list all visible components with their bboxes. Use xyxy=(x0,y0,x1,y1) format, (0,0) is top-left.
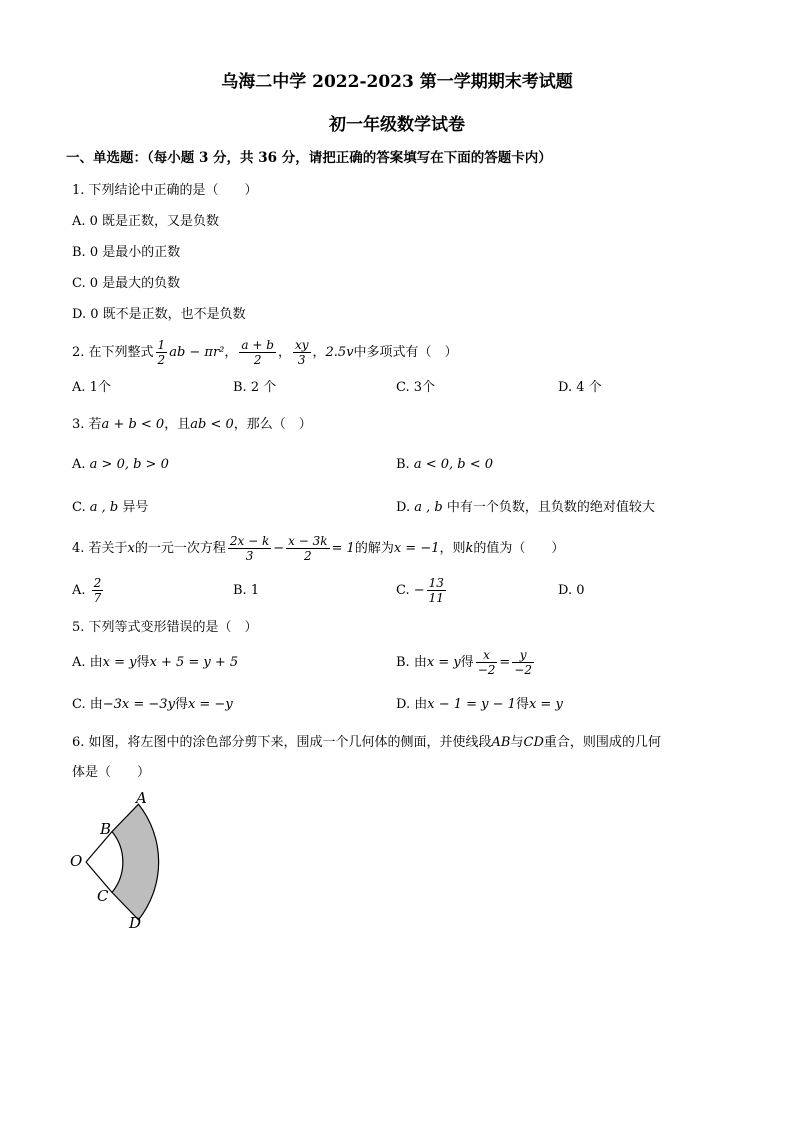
question-2-option-d: D. 4 个 xyxy=(558,380,602,395)
q4-text-4: ，则 xyxy=(439,541,466,556)
q4-f1-den: 3 xyxy=(245,549,254,563)
q4-f1-num: 2x − k xyxy=(229,534,270,548)
question-4-option-c xyxy=(396,572,448,610)
q4-var-x: x xyxy=(127,541,135,556)
question-1-option-d: D. 0 既不是正数，也不是负数 xyxy=(72,307,246,322)
q2-f2-num: a + b xyxy=(241,338,274,352)
question-6-stem-line-2: 体是（ ） xyxy=(72,765,151,780)
page-title: 乌海二中学 2022-2023 第一学期期末考试题 xyxy=(221,72,573,92)
label-c: C xyxy=(97,887,109,905)
question-1-option-a: A. 0 既是正数，又是负数 xyxy=(72,214,220,229)
q4-f2-num: x − 3k xyxy=(288,534,328,548)
question-2-stem xyxy=(72,334,458,372)
q2-f3-den: 3 xyxy=(297,353,306,367)
question-4-option-d: D. 0 xyxy=(558,583,585,598)
question-3-option-b xyxy=(396,457,493,473)
q3-d-math: a , b xyxy=(414,500,443,515)
question-5-option-b xyxy=(396,644,536,682)
q3-math-2: ab < 0 xyxy=(190,417,234,432)
q3-text-3: ，那么（ ） xyxy=(233,417,312,432)
q4-c-num: 13 xyxy=(428,576,444,590)
q2-sep-3: ， xyxy=(312,345,326,360)
question-5-option-a xyxy=(72,655,238,671)
q3-text-1: 3. 若 xyxy=(72,417,102,432)
q4-text-2: 的一元一次方程 xyxy=(134,541,226,556)
question-4-option-a xyxy=(72,572,105,610)
q6-math-ab: AB xyxy=(491,735,511,750)
q4-c-label: C. − xyxy=(396,583,425,598)
q6-text-1: 6. 如图，将左图中的涂色部分剪下来，围成一个几何体的侧面，并使线段 xyxy=(72,735,492,750)
q3-c-label: C. xyxy=(72,500,90,515)
question-5-stem: 5. 下列等式变形错误的是（ ） xyxy=(72,620,258,635)
q2-suffix: 中多项式有（ ） xyxy=(353,345,458,360)
shaded-annular-sector xyxy=(112,804,159,920)
question-3-option-d xyxy=(396,500,655,516)
q5-b-den-1: −2 xyxy=(477,663,496,677)
q3-c-text: 异号 xyxy=(118,500,149,515)
q4-solution: x = −1 xyxy=(393,541,440,556)
q2-term-1: ab − πr² xyxy=(169,345,225,360)
q5-a-text-1: A. 由 xyxy=(72,655,103,670)
q5-a-text-2: 得 xyxy=(136,655,150,670)
q4-a-label: A. xyxy=(72,583,90,598)
question-4-stem xyxy=(72,530,564,568)
q5-b-fraction-2 xyxy=(512,648,534,677)
q4-a-fraction xyxy=(92,576,104,605)
question-1-option-b: B. 0 是最小的正数 xyxy=(72,245,181,260)
q5-c-text-2: 得 xyxy=(174,697,188,712)
q3-d-label: D. xyxy=(396,500,415,515)
question-2-option-b: B. 2 个 xyxy=(233,380,277,395)
q4-c-den: 11 xyxy=(428,591,444,605)
page-subtitle: 初一年级数学试卷 xyxy=(329,115,465,135)
question-2-option-c: C. 3个 xyxy=(396,380,436,395)
q4-a-num: 2 xyxy=(93,576,102,590)
q2-f1-num: 1 xyxy=(157,338,166,352)
q4-equals: = 1 xyxy=(331,541,355,556)
question-1-stem: 1. 下列结论中正确的是（ ） xyxy=(72,183,258,198)
q4-var-k: k xyxy=(465,541,474,556)
label-b: B xyxy=(100,820,112,838)
question-1-option-c: C. 0 是最大的负数 xyxy=(72,276,181,291)
q4-f2-den: 2 xyxy=(304,549,312,563)
q3-d-text: 中有一个负数，且负数的绝对值较大 xyxy=(442,500,655,515)
label-d: D xyxy=(129,914,142,932)
label-a: A xyxy=(136,789,147,807)
q3-math-1: a + b < 0 xyxy=(101,417,165,432)
q2-term-4: 2.5v xyxy=(325,345,354,360)
label-o: O xyxy=(70,852,83,870)
q5-b-num-1: x xyxy=(476,648,498,663)
question-4-option-b: B. 1 xyxy=(233,583,260,598)
q2-f1-den: 2 xyxy=(157,353,166,367)
question-5-option-d xyxy=(396,697,563,713)
q6-text-2: 与 xyxy=(510,735,524,750)
q6-text-3: 重合，则围成的几何 xyxy=(543,735,661,750)
q4-text-3: 的解为 xyxy=(354,541,394,556)
q5-b-math-1: x = y xyxy=(426,655,461,670)
q5-a-math-2: x + 5 = y + 5 xyxy=(149,655,239,670)
q5-b-den-2: −2 xyxy=(514,663,532,677)
q4-fraction-1 xyxy=(228,534,271,563)
q5-b-text-1: B. 由 xyxy=(396,655,427,670)
question-3-option-a xyxy=(72,457,169,473)
q3-c-math: a , b xyxy=(89,500,119,515)
q5-d-text-2: 得 xyxy=(515,697,529,712)
question-3-option-c xyxy=(72,500,148,516)
q3-b-math: a < 0, b < 0 xyxy=(413,457,494,472)
q2-fraction-3 xyxy=(293,338,311,367)
q6-math-cd: CD xyxy=(523,735,544,750)
sector-figure xyxy=(66,788,176,933)
q4-c-fraction xyxy=(427,576,446,605)
q2-f2-den: 2 xyxy=(253,353,262,367)
section-heading: 一、单选题：（每小题 3 分，共 36 分，请把正确的答案填写在下面的答题卡内） xyxy=(66,150,552,166)
q3-text-2: ，且 xyxy=(164,417,191,432)
q2-prefix: 2. 在下列整式 xyxy=(72,345,154,360)
question-5-option-c xyxy=(72,697,233,713)
q2-sep-2: ， xyxy=(277,345,291,360)
q2-f3-num: xy xyxy=(294,338,309,352)
q4-text-5: 的值为（ ） xyxy=(473,541,565,556)
q5-c-text-1: C. 由 xyxy=(72,697,103,712)
q4-fraction-2 xyxy=(286,534,329,563)
q5-b-num-2: y xyxy=(512,648,534,663)
question-2-option-a: A. 1个 xyxy=(72,380,111,395)
q5-b-text-2: 得 xyxy=(460,655,474,670)
question-6-stem-line-1 xyxy=(72,735,661,751)
q3-b-label: B. xyxy=(396,457,414,472)
q5-b-fraction-1 xyxy=(476,648,498,677)
q5-b-equals: = xyxy=(499,655,511,670)
q5-d-text-1: D. 由 xyxy=(396,697,428,712)
q3-a-label: A. xyxy=(72,457,90,472)
q4-a-den: 7 xyxy=(93,591,102,605)
q2-sep-1: ， xyxy=(224,345,238,360)
q2-fraction-1 xyxy=(156,338,168,367)
q5-d-math-1: x − 1 = y − 1 xyxy=(427,697,516,712)
q3-a-math: a > 0, b > 0 xyxy=(89,457,169,472)
q4-text-1: 4. 若关于 xyxy=(72,541,128,556)
q5-c-math-2: x = −y xyxy=(187,697,233,712)
q2-fraction-2 xyxy=(239,338,276,367)
q5-a-math-1: x = y xyxy=(102,655,137,670)
q5-d-math-2: x = y xyxy=(528,697,563,712)
question-3-stem xyxy=(72,417,312,433)
q5-c-math-1: −3x = −3y xyxy=(102,697,175,712)
q4-minus: − xyxy=(273,541,285,556)
